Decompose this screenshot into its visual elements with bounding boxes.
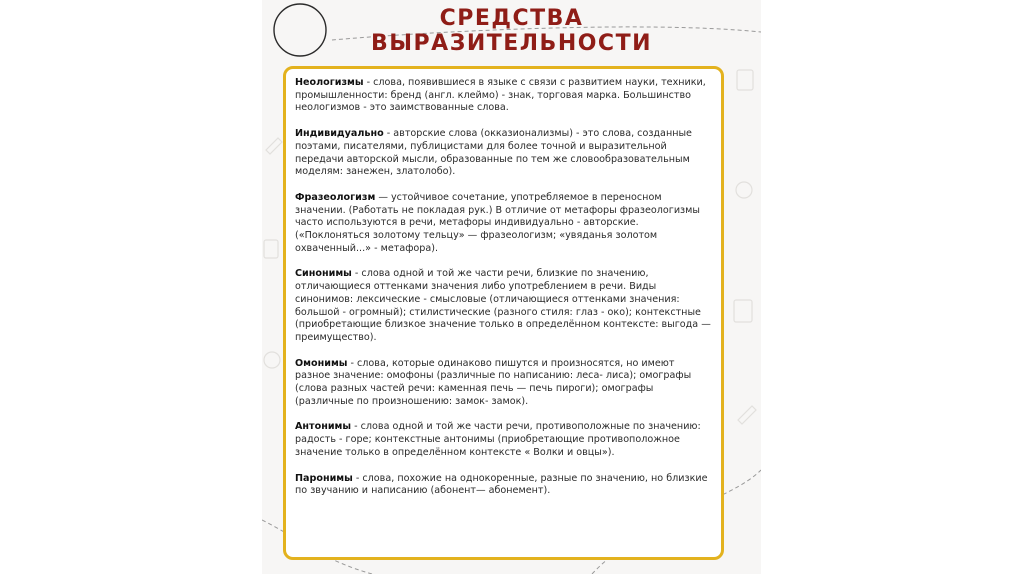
entry-text: - слова одной и той же части речи, противоположные по значению: радость - горе; контекстные антонимы (приобретающие противоположное значение только в определённом контексте « Волки и овцы»).	[295, 421, 701, 458]
entry-text: - слова, похожие на однокоренные, разные по значению, но близкие по звучанию и написанию (абонент— абонемент).	[295, 472, 708, 497]
book-doodle-icon	[264, 240, 278, 258]
entry-homonyms	[295, 358, 711, 409]
entry-term: Омонимы	[295, 357, 348, 369]
entry-antonyms	[295, 421, 711, 459]
entry-synonyms	[295, 268, 711, 344]
title-line-2: ВЫРАЗИТЕЛЬНОСТИ	[370, 31, 652, 56]
entry-text: - слова, появившиеся в языке с связи с развитием науки, техники, промышленности: бренд (англ. клеймо) - знак, торговая марка. Большинство неологизмов - это заимствованные слова.	[295, 77, 706, 114]
pencil-doodle-icon	[266, 138, 282, 154]
entry-individual	[295, 128, 711, 179]
entry-text: - слова одной и той же части речи, близкие по значению, отличающиеся оттенками значения либо употреблением в речи. Виды синонимов: лексические - смысловые (отличающиеся оттенками значения: большой - огромный); стилистические (разного стиля: глаз - око); контекстные (приобретающие близкое значение только в определённом контексте: выгода — преимущество).	[295, 268, 711, 343]
entry-term: Синонимы	[295, 268, 352, 280]
entry-term: Фразеологизм	[295, 191, 376, 203]
content-card	[283, 66, 724, 560]
entry-term: Индивидуально	[295, 128, 384, 140]
entry-neologisms	[295, 77, 711, 115]
entry-text: - авторские слова (окказионализмы) - это слова, созданные поэтами, писателями, публицистами для более точной и выразительной передачи авторской мысли, образованные по тем же словообразовательным моделям: занежен, златолобо).	[295, 128, 692, 178]
document-page	[262, 0, 761, 574]
atom-doodle-icon	[264, 352, 280, 368]
entry-term: Антонимы	[295, 421, 352, 433]
book-doodle-icon	[737, 70, 753, 90]
page-title	[262, 6, 761, 56]
book-doodle-icon	[734, 300, 752, 322]
pencil-doodle-icon	[738, 406, 756, 424]
entry-term: Неологизмы	[295, 77, 364, 88]
entry-phraseologism	[295, 192, 711, 256]
title-line-1: СРЕДСТВА	[439, 6, 584, 31]
entry-text: — устойчивое сочетание, употребляемое в переносном значении. (Работать не покладая рук.) В отличие от метафоры фразеологизмы часто используются в речи, метафоры индивидуально - авторские. («Поклоняться золотому тельцу» — фразеологизм; «увяданья золотом охваченный...» - метафора).	[295, 191, 700, 254]
entry-text: - слова, которые одинаково пишутся и произносятся, но имеют разное значение: омофоны (различные по написанию: леса- лиса); омографы (слова разных частей речи: каменная печь — печь пироги); омографы (различные по произношению: замок- замок).	[295, 357, 692, 407]
atom-doodle-icon	[736, 182, 752, 198]
entry-paronyms	[295, 473, 711, 498]
entry-term: Паронимы	[295, 472, 353, 484]
